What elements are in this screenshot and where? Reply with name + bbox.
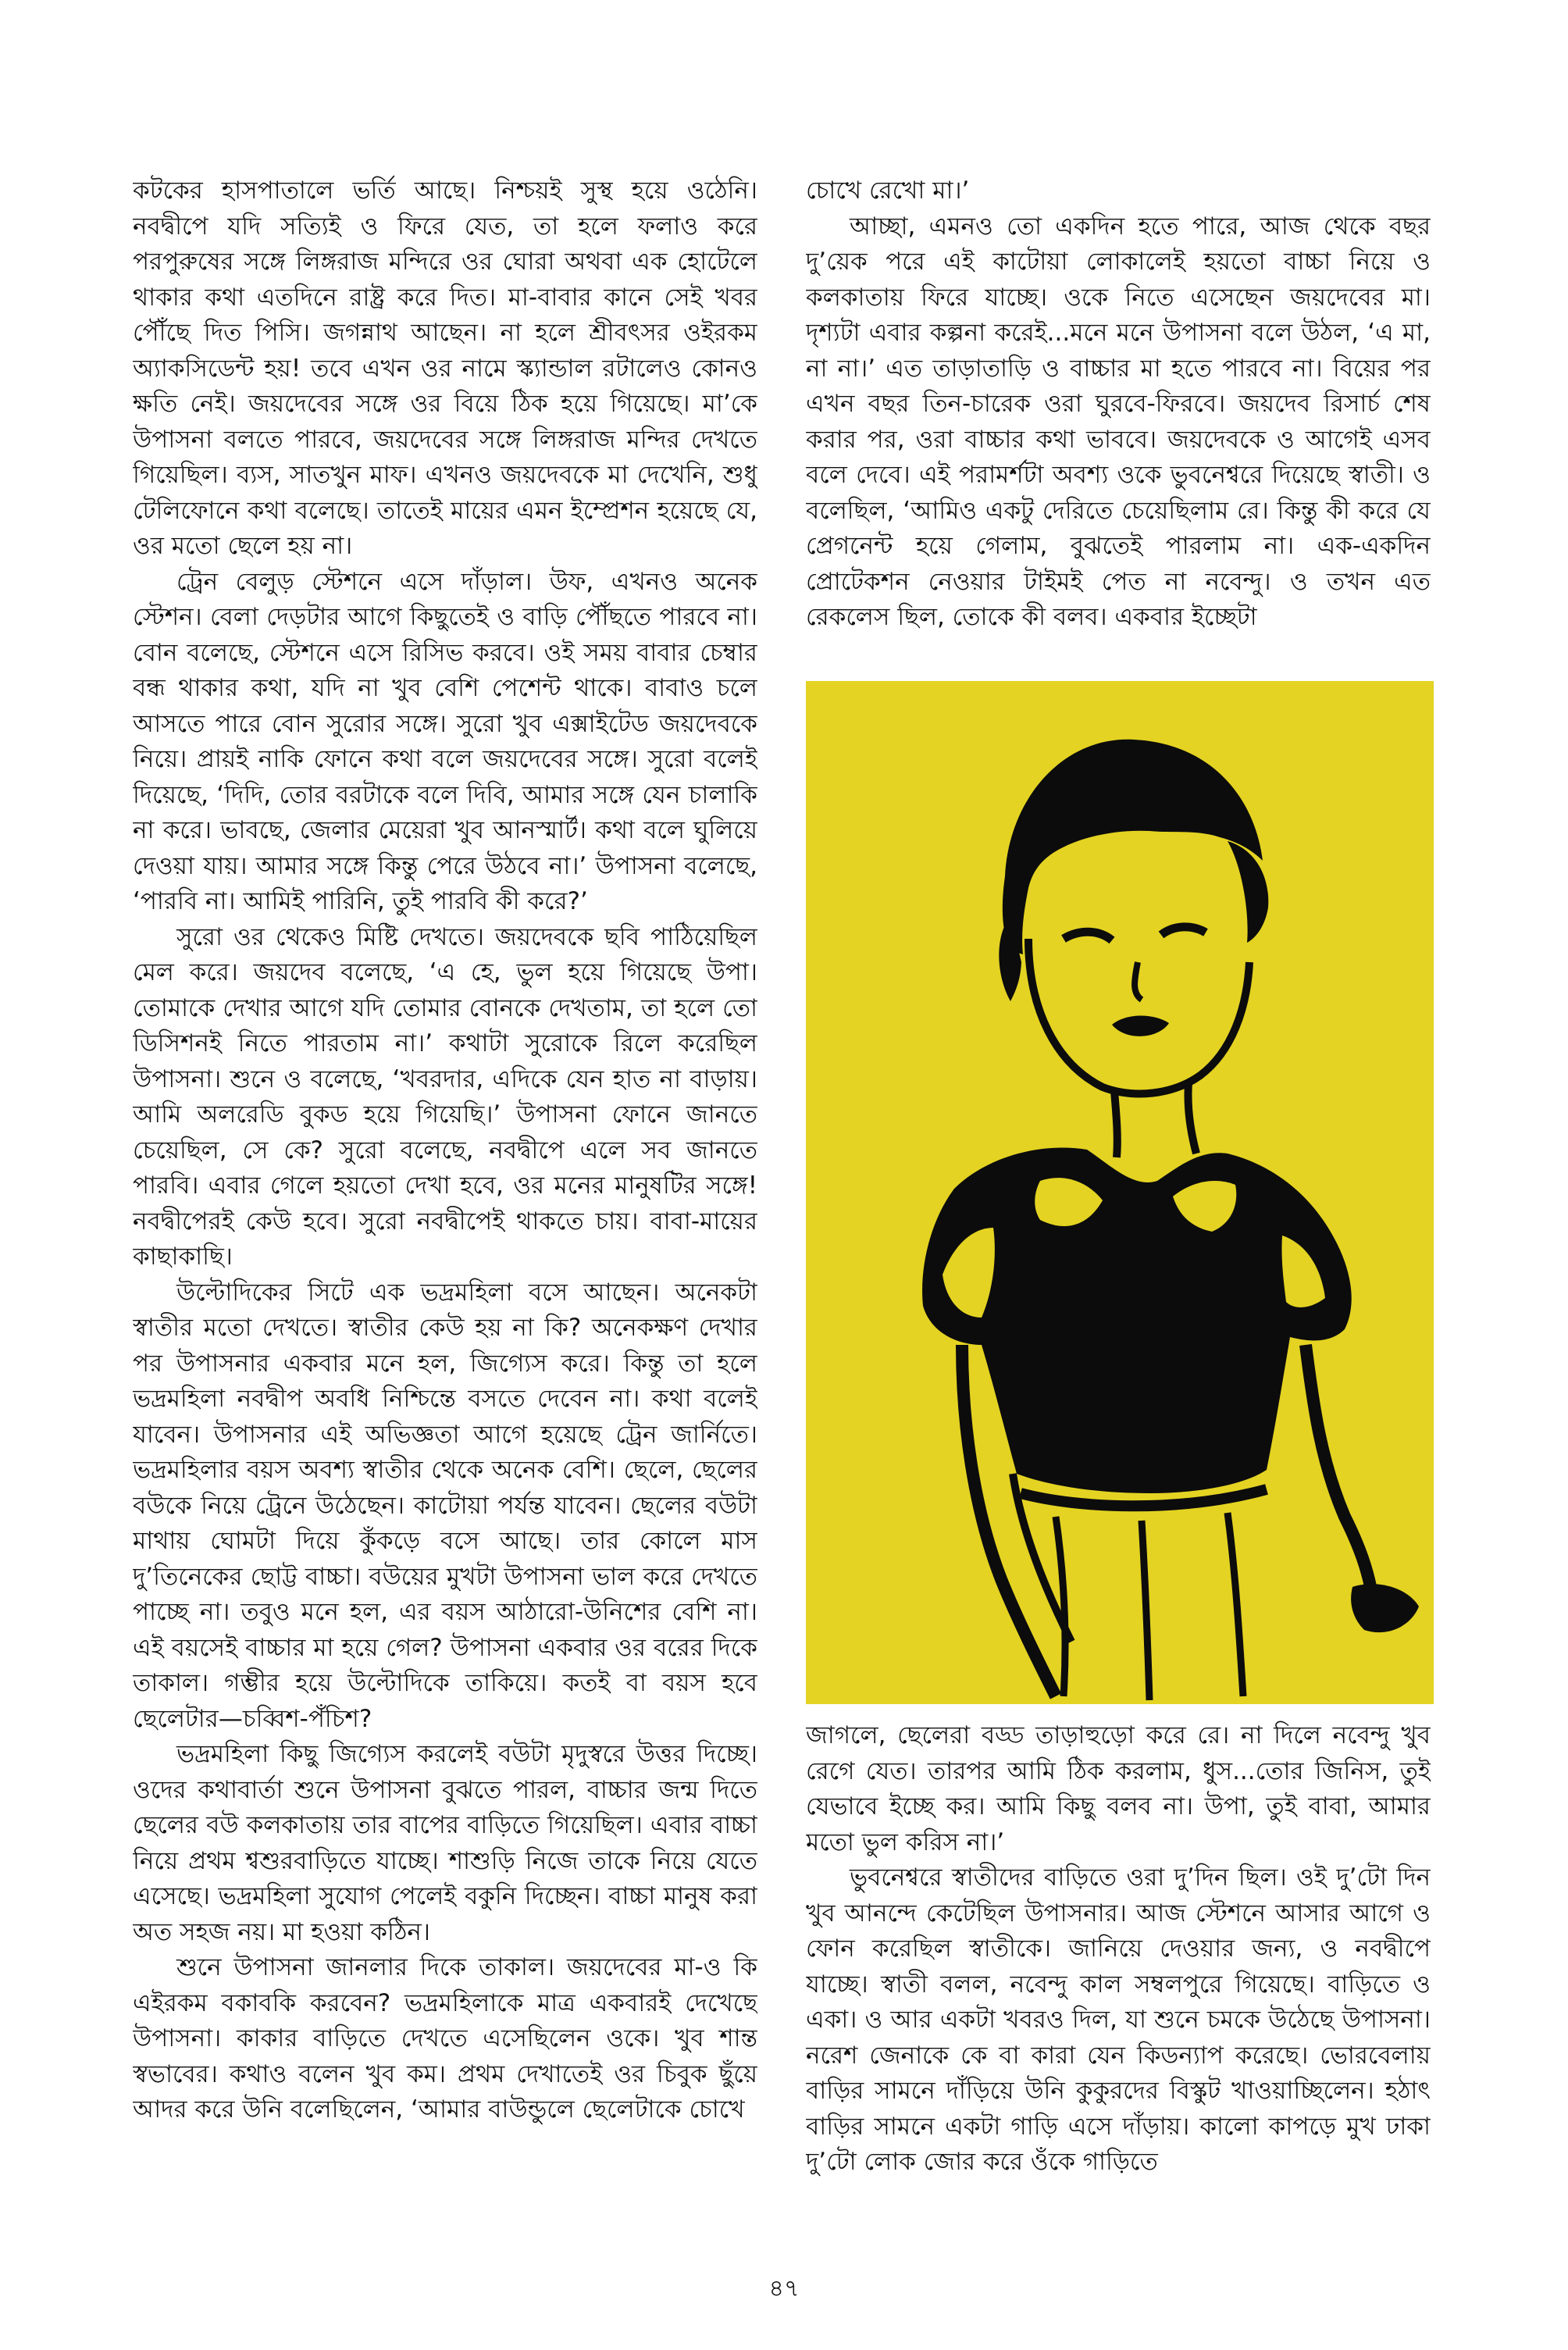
page-number: ৪৭	[768, 2275, 800, 2302]
paragraph: ট্রেন বেলুড় স্টেশনে এসে দাঁড়াল। উফ, এখনও অনেক স্টেশন। বেলা দেড়টার আগে কিছুতেই ও বাড়ি পৌঁছতে পারবে না। বোন বলেছে, স্টেশনে এসে রিসিভ করবে। ওই সময় বাবার চেম্বার বন্ধ থাকার কথা, যদি না খুব বেশি পেশেন্ট থাকে। বাবাও চলে আসতে পারে বোন সুরোর সঙ্গে। সুরো খুব এক্সাইটেড জয়দেবকে নিয়ে। প্রায়ই নাকি ফোনে কথা বলে জয়দেবের সঙ্গে। সুরো বলেই দিয়েছে, ‘দিদি, তোর বরটাকে বলে দিবি, আমার সঙ্গে যেন চালাকি না করে। ভাবছে, জেলার মেয়েরা খুব আনস্মার্ট। কথা বলে ঘুলিয়ে দেওয়া যায়। আমার সঙ্গে কিন্তু পেরে উঠবে না।’ উপাসনা বলেছে, ‘পারবি না। আমিই পারিনি, তুই পারবি কী করে?’	[133, 567, 757, 915]
left-eye	[1064, 932, 1112, 940]
paragraph: সুরো ওর থেকেও মিষ্টি দেখতে। জয়দেবকে ছবি পাঠিয়েছিল মেল করে। জয়দেব বলেছে, ‘এ হে, ভুল হয়ে গিয়েছে উপা। তোমাকে দেখার আগে যদি তোমার বোনকে দেখতাম, তা হলে তো ডিসিশনই নিতে পারতাম না।’ কথাটা সুরোকে রিলে করেছিল উপাসনা। শুনে ও বলেছে, ‘খবরদার, এদিকে যেন হাত না বাড়ায়। আমি অলরেডি বুকড হয়ে গিয়েছি।’ উপাসনা ফোনে জানতে চেয়েছিল, সে কে? সুরো বলেছে, নবদ্বীপে এলে সব জানতে পারবি। এবার গেলে হয়তো দেখা হবে, ওর মনের মানুষটির সঙ্গে! নবদ্বীপেরই কেউ হবে। সুরো নবদ্বীপেই থাকতে চায়। বাবা-মায়ের কাছাকাছি।	[133, 922, 757, 1271]
left-text-column	[133, 173, 757, 2220]
paragraph: ভদ্রমহিলা কিছু জিগ্যেস করলেই বউটা মৃদুস্বরে উত্তর দিচ্ছে। ওদের কথাবার্তা শুনে উপাসনা বুঝতে পারল, বাচ্চার জন্ম দিতে ছেলের বউ কলকাতায় তার বাপের বাড়িতে গিয়েছিল। এবার বাচ্চা নিয়ে প্রথম শ্বশুরবাড়িতে যাচ্ছে। শাশুড়ি নিজে তাকে নিয়ে যেতে এসেছে। ভদ্রমহিলা সুযোগ পেলেই বকুনি দিচ্ছেন। বাচ্চা মানুষ করা অত সহজ নয়। মা হওয়া কঠিন।	[133, 1740, 757, 1946]
paragraph: চোখে রেখো মা।’	[806, 177, 970, 205]
hair-shape	[1003, 740, 1263, 954]
paragraph: উল্টোদিকের সিটে এক ভদ্রমহিলা বসে আছেন। অনেকটা স্বাতীর মতো দেখতে। স্বাতীর কেউ হয় না কি? অনেকক্ষণ দেখার পর উপাসনার একবার মনে হল, জিগ্যেস করে। কিন্তু তা হলে ভদ্রমহিলা নবদ্বীপ অবধি নিশ্চিন্তে বসতে দেবেন না। কথা বলেই যাবেন। উপাসনার এই অভিজ্ঞতা আগে হয়েছে ট্রেন জার্নিতে। ভদ্রমহিলার বয়স অবশ্য স্বাতীর থেকে অনেক বেশি। ছেলে, ছেলের বউকে নিয়ে ট্রেনে উঠেছেন। কাটোয়া পর্যন্ত যাবেন। ছেলের বউটা মাথায় ঘোমটা দিয়ে কুঁকড়ে বসে আছে। তার কোলে মাস দু’তিনেকের ছোট্ট বাচ্চা। বউয়ের মুখটা উপাসনা ভাল করে দেখতে পাচ্ছে না। তবুও মনে হল, এর বয়স আঠারো-উনিশের বেশি না। এই বয়সেই বাচ্চার মা হয়ে গেল? উপাসনা একবার ওর বরের দিকে তাকাল। গম্ভীর হয়ে উল্টোদিকে তাকিয়ে। কতই বা বয়স হবে ছেলেটার—চব্বিশ-পঁচিশ?	[133, 1278, 757, 1733]
blouse	[922, 1147, 1352, 1493]
woodcut-illustration-svg	[806, 681, 1434, 1704]
right-text-column-top	[806, 173, 1431, 658]
nose	[1135, 962, 1142, 1000]
right-hand-object	[1351, 1584, 1419, 1632]
paragraph: শুনে উপাসনা জানলার দিকে তাকাল। জয়দেবের মা-ও কি এইরকম বকাবকি করবেন? ভদ্রমহিলাকে মাত্র একবারই দেখেছে উপাসনা। কাকার বাড়িতে দেখতে এসেছিলেন ওকে। খুব শান্ত স্বভাবের। কথাও বলেন খুব কম। প্রথম দেখাতেই ওর চিবুক ছুঁয়ে আদর করে উনি বলেছিলেন, ‘আমার বাউন্ডুলে ছেলেটাকে চোখে	[133, 1953, 757, 2124]
paragraph: ভুবনেশ্বরে স্বাতীদের বাড়িতে ওরা দু’দিন ছিল। ওই দু’টো দিন খুব আনন্দে কেটেছিল উপাসনার। আজ স্টেশনে আসার আগে ও ফোন করেছিল স্বাতীকে। জানিয়ে দেওয়ার জন্য, ও নবদ্বীপে যাচ্ছে। স্বাতী বলল, নবেন্দু কাল সম্বলপুরে গিয়েছে। বাড়িতে ও একা। ও আর একটা খবরও দিল, যা শুনে চমকে উঠেছে উপাসনা। নরেশ জেনাকে কে বা কারা যেন কিডন্যাপ করেছে। ভোরবেলায় বাড়ির সামনে দাঁড়িয়ে উনি কুকুরদের বিস্কুট খাওয়াচ্ছিলেন। হঠাৎ বাড়ির সামনে একটা গাড়ি এসে দাঁড়ায়। কালো কাপড়ে মুখ ঢাকা দু’টো লোক জোর করে ওঁকে গাড়িতে	[806, 1863, 1431, 2176]
paragraph: কটকের হাসপাতালে ভর্তি আছে। নিশ্চয়ই সুস্থ হয়ে ওঠেনি। নবদ্বীপে যদি সত্যিই ও ফিরে যেত, তা হলে ফলাও করে পরপুরুষের সঙ্গে লিঙ্গরাজ মন্দিরে ওর ঘোরা অথবা এক হোটেলে থাকার কথা এতদিনে রাষ্ট্র করে দিত। মা-বাবার কানে সেই খবর পৌঁছে দিত পিসি। জগন্নাথ আছেন। না হলে শ্রীবৎসর ওইরকম অ্যাকসিডেন্ট হয়! তবে এখন ওর নামে স্ক্যান্ডাল রটালেও কোনও ক্ষতি নেই। জয়দেবের সঙ্গে ওর বিয়ে ঠিক হয়ে গিয়েছে। মা’কে উপাসনা বলতে পারবে, জয়দেবের সঙ্গে লিঙ্গরাজ মন্দির দেখতে গিয়েছিল। ব্যস, সাতখুন মাফ। এখনও জয়দেবকে মা দেখেনি, শুধু টেলিফোনে কথা বলেছে। তাতেই মায়ের এমন ইম্প্রেশন হয়েছে যে, ওর মতো ছেলে হয় না।	[133, 177, 757, 560]
paragraph: জাগলে, ছেলেরা বড্ড তাড়াহুড়ো করে রে। না দিলে নবেন্দু খুব রেগে যেত। তারপর আমি ঠিক করলাম, ধুস...তোর জিনিস, তুই যেভাবে ইচ্ছে কর। আমি কিছু বলব না। উপা, তুই বাবা, আমার মতো ভুল করিস না।’	[806, 1721, 1431, 1856]
right-arm	[1306, 1345, 1372, 1595]
hair-right	[1228, 841, 1268, 943]
right-eye	[1161, 927, 1206, 935]
illustration-woman-portrait	[806, 681, 1434, 1704]
right-text-column-bottom	[806, 1718, 1431, 2234]
skirt-lines	[1056, 1513, 1243, 1700]
paragraph: আচ্ছা, এমনও তো একদিন হতে পারে, আজ থেকে বছর দু’য়েক পরে এই কাটোয়া লোকালেই হয়তো বাচ্চা নিয়ে ও কলকাতায় ফিরে যাচ্ছে। ওকে নিতে এসেছেন জয়দেবের মা। দৃশ্যটা এবার কল্পনা করেই...মনে মনে উপাসনা বলে উঠল, ‘এ মা, না না।’ এত তাড়াতাড়ি ও বাচ্চার মা হতে পারবে না। বিয়ের পর এখন বছর তিন-চারেক ওরা ঘুরবে-ফিরবে। জয়দেব রিসার্চ শেষ করার পর, ওরা বাচ্চার কথা ভাববে। জয়দেবকে ও আগেই এসব বলে দেবে। এই পরামর্শটা অবশ্য ওকে ভুবনেশ্বরে দিয়েছে স্বাতী। ও বলেছিল, ‘আমিও একটু দেরিতে চেয়েছিলাম রে। কিন্তু কী করে যে প্রেগনেন্ট হয়ে গেলাম, বুঝতেই পারলাম না। এক-একদিন প্রোটেকশন নেওয়ার টাইমই পেত না নবেন্দু। ও তখন এত রেকলেস ছিল, তোকে কী বলব। একবার ইচ্ছেটা	[806, 212, 1431, 631]
mouth	[1112, 1015, 1169, 1036]
